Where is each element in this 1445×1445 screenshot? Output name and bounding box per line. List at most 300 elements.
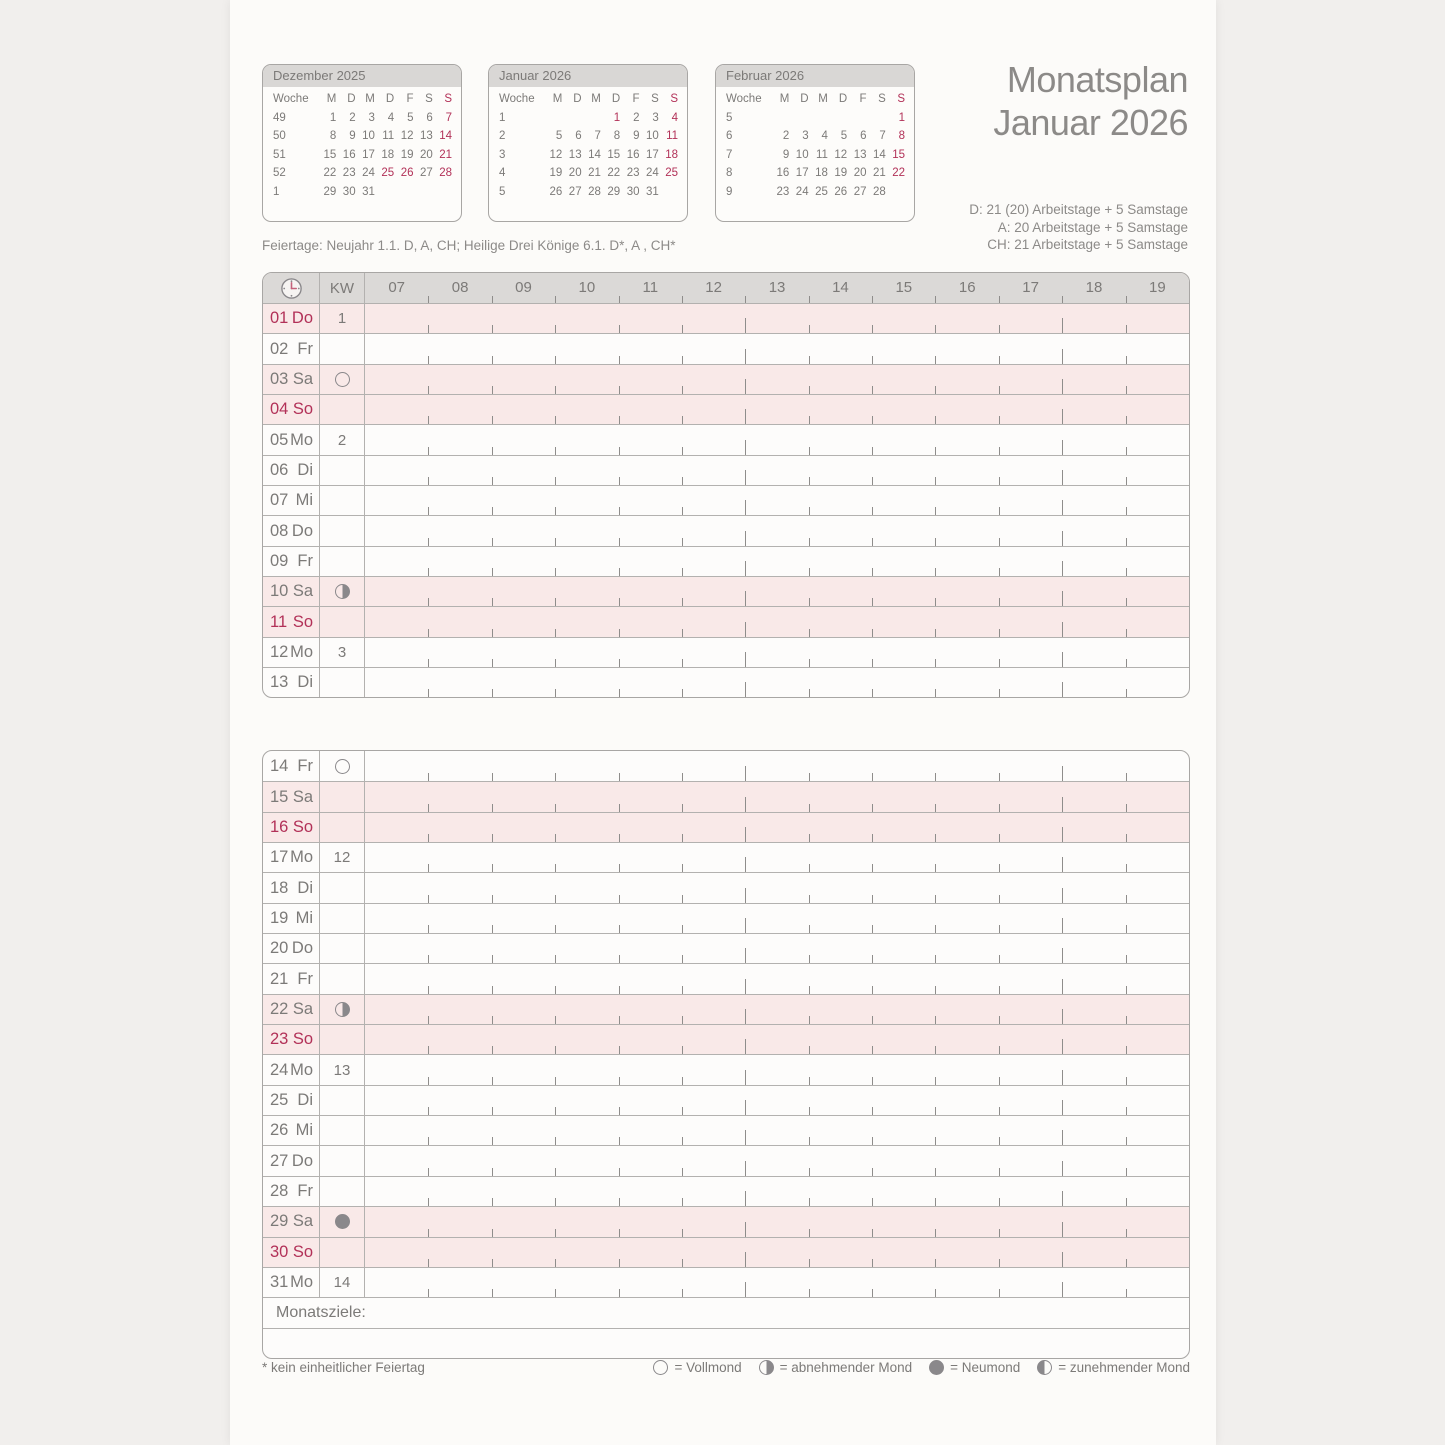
hour-tick <box>1062 797 1063 812</box>
hour-tick <box>428 447 429 455</box>
day-label <box>263 1146 320 1175</box>
hour-tick <box>809 1289 810 1297</box>
hour-tick <box>745 1252 746 1267</box>
mini-cal-day: 16 <box>626 148 640 161</box>
hour-tick <box>809 477 810 485</box>
hour-tick <box>619 477 620 485</box>
hour-tick <box>809 598 810 606</box>
day-label <box>263 547 320 576</box>
mini-cal-day: 23 <box>776 185 790 198</box>
day-row-01 <box>263 303 1189 333</box>
day-label <box>263 1086 320 1115</box>
hour-tick <box>935 925 936 933</box>
mini-cal-day <box>770 109 789 128</box>
mini-cal-col-header: S <box>897 93 906 105</box>
day-number: 13 <box>270 673 289 692</box>
time-grid-cell <box>365 1177 1189 1206</box>
day-row-25 <box>263 1085 1189 1115</box>
hour-tick <box>555 416 556 424</box>
time-grid-cell <box>365 1116 1189 1145</box>
hour-tick <box>1062 652 1063 667</box>
hour-tick <box>745 500 746 515</box>
day-number: 19 <box>270 908 289 927</box>
hour-tick <box>428 598 429 606</box>
hour-tick <box>1062 1191 1063 1206</box>
hour-tick <box>872 629 873 637</box>
day-row-08 <box>263 515 1189 545</box>
time-grid-cell <box>365 1268 1189 1297</box>
day-label <box>263 1268 320 1297</box>
footnote: * kein einheitlicher Feiertag <box>262 1360 425 1375</box>
mini-cal-day: 17 <box>362 148 375 161</box>
hour-tick <box>745 888 746 903</box>
mini-cal-week-number: 1 <box>273 185 280 198</box>
mini-cal-day <box>809 109 828 128</box>
hour-tick <box>935 629 936 637</box>
day-number: 01 <box>270 309 289 328</box>
hour-tick <box>935 1137 936 1145</box>
weekday-label: So <box>292 1242 313 1261</box>
day-label <box>263 1025 320 1054</box>
weekday-label: Mi <box>295 491 313 510</box>
day-row-14 <box>263 751 1189 781</box>
mini-calendar-grid <box>716 87 914 202</box>
kw-cell <box>320 1207 365 1236</box>
weekday-label: Di <box>297 878 313 897</box>
hour-tick <box>682 834 683 842</box>
hour-tick <box>682 1107 683 1115</box>
time-grid-cell <box>365 934 1189 963</box>
hour-tick <box>619 447 620 455</box>
hour-tick <box>428 1107 429 1115</box>
hour-tick <box>619 629 620 637</box>
hour-tick <box>428 356 429 364</box>
day-row-19 <box>263 903 1189 933</box>
hour-tick <box>682 689 683 697</box>
planner-page <box>230 0 1216 1445</box>
day-row-23 <box>263 1024 1189 1054</box>
mini-cal-day: 26 <box>549 185 563 198</box>
day-number: 31 <box>270 1273 289 1292</box>
hour-tick <box>935 659 936 667</box>
hour-tick <box>809 804 810 812</box>
hour-tick <box>999 895 1000 903</box>
hour-tick <box>999 804 1000 812</box>
mini-cal-col-header: F <box>406 93 414 105</box>
hour-tick <box>1062 1282 1063 1297</box>
moon-waxing-icon <box>1037 1360 1052 1375</box>
weekday-label: Mi <box>295 908 313 927</box>
legend-item-waning <box>759 1360 912 1375</box>
hour-tick <box>935 507 936 515</box>
hour-tick <box>935 1077 936 1085</box>
mini-cal-day: 1 <box>613 111 621 124</box>
kw-number: 2 <box>337 431 347 449</box>
mini-cal-day: 22 <box>607 167 621 180</box>
hour-tick <box>809 986 810 994</box>
mini-cal-day: 23 <box>626 167 640 180</box>
hour-tick <box>935 477 936 485</box>
weekday-label: Sa <box>292 787 313 806</box>
hour-label: 18 <box>1085 279 1103 296</box>
mini-cal-col-header: F <box>632 93 640 105</box>
mini-cal-week-number: 5 <box>499 185 506 198</box>
time-grid-cell <box>365 304 1189 333</box>
day-row-02 <box>263 333 1189 363</box>
time-grid-cell <box>365 1146 1189 1175</box>
day-number: 29 <box>270 1212 289 1231</box>
hour-tick <box>935 689 936 697</box>
day-number: 02 <box>270 339 289 358</box>
hour-tick <box>428 477 429 485</box>
hour-tick <box>999 1198 1000 1206</box>
kw-cell <box>320 486 365 515</box>
day-number: 10 <box>270 582 289 601</box>
legend-item-full <box>653 1360 741 1375</box>
mini-cal-day: 27 <box>419 167 433 180</box>
hour-tick <box>745 1282 746 1297</box>
day-row-05 <box>263 424 1189 454</box>
hour-tick <box>1126 1046 1127 1054</box>
mini-cal-day: 26 <box>400 167 414 180</box>
hour-tick <box>999 864 1000 872</box>
mini-cal-day: 24 <box>645 167 659 180</box>
mini-cal-col-header: F <box>859 93 867 105</box>
weekday-label: Mo <box>290 642 313 661</box>
day-label <box>263 577 320 606</box>
schedule-block-1 <box>262 272 1190 698</box>
mini-cal-day: 10 <box>645 130 659 143</box>
kw-cell <box>320 1177 365 1206</box>
day-row-12 <box>263 637 1189 667</box>
hour-tick <box>809 1198 810 1206</box>
day-number: 21 <box>270 969 289 988</box>
legend-item-waxing <box>1037 1360 1190 1375</box>
mini-cal-day: 12 <box>400 130 414 143</box>
day-label <box>263 456 320 485</box>
hour-tick <box>555 1198 556 1206</box>
hour-tick <box>682 1046 683 1054</box>
mini-cal-day <box>789 109 808 128</box>
hour-tick <box>872 773 873 781</box>
hour-tick <box>619 1046 620 1054</box>
legend-label: = Vollmond <box>674 1360 742 1375</box>
legend-label: = abnehmender Mond <box>779 1360 913 1375</box>
day-row-13 <box>263 667 1189 697</box>
day-label <box>263 782 320 811</box>
hour-tick <box>872 1259 873 1267</box>
hour-tick <box>492 1107 493 1115</box>
hour-tick <box>872 296 873 303</box>
kw-cell <box>320 813 365 842</box>
hour-tick <box>492 598 493 606</box>
hour-tick <box>682 864 683 872</box>
kw-cell <box>320 395 365 424</box>
hour-tick <box>872 1107 873 1115</box>
mini-cal-col-header: D <box>347 93 356 105</box>
day-number: 06 <box>270 460 289 479</box>
time-grid-cell <box>365 547 1189 576</box>
weekday-label: Mo <box>290 1273 313 1292</box>
mini-cal-day: 13 <box>853 148 867 161</box>
hour-tick <box>1062 1161 1063 1176</box>
hour-tick <box>935 804 936 812</box>
mini-cal-day: 16 <box>776 167 790 180</box>
time-grid-cell <box>365 486 1189 515</box>
kw-cell <box>320 304 365 333</box>
hour-tick <box>935 1168 936 1176</box>
hour-tick <box>492 1016 493 1024</box>
mini-cal-day: 6 <box>575 130 582 143</box>
hour-tick <box>428 1077 429 1085</box>
hour-tick <box>1126 1107 1127 1115</box>
hour-tick <box>809 773 810 781</box>
mini-cal-day: 18 <box>665 148 679 161</box>
day-number: 17 <box>270 848 289 867</box>
mini-cal-day: 19 <box>549 167 563 180</box>
hour-tick <box>555 1016 556 1024</box>
hour-tick <box>809 1259 810 1267</box>
hour-tick <box>745 440 746 455</box>
hour-tick <box>809 296 810 303</box>
hour-tick <box>809 1046 810 1054</box>
hour-tick <box>682 1289 683 1297</box>
mini-cal-day: 21 <box>872 167 886 180</box>
hour-tick <box>1126 925 1127 933</box>
day-number: 18 <box>270 878 289 897</box>
hour-tick <box>619 1016 620 1024</box>
clock-header-cell <box>263 273 320 303</box>
hour-tick <box>1062 1039 1063 1054</box>
mini-cal-day: 18 <box>381 148 395 161</box>
hour-tick <box>745 409 746 424</box>
hour-tick <box>555 1077 556 1085</box>
hour-tick <box>745 1222 746 1237</box>
mini-cal-col-header: M <box>591 93 601 105</box>
hour-tick <box>999 1016 1000 1024</box>
hour-tick <box>682 1259 683 1267</box>
mini-calendar-title: Dezember 2025 <box>263 65 461 87</box>
hour-tick <box>492 568 493 576</box>
weekday-label: Sa <box>292 1212 313 1231</box>
hour-tick <box>1062 561 1063 576</box>
hour-tick <box>745 827 746 842</box>
day-row-06 <box>263 455 1189 485</box>
weekday-label: Sa <box>292 582 313 601</box>
mini-cal-day: 8 <box>898 130 906 143</box>
hour-tick <box>555 1259 556 1267</box>
hour-tick <box>745 1039 746 1054</box>
mini-cal-day: 20 <box>568 167 582 180</box>
time-grid-cell <box>365 1207 1189 1236</box>
day-number: 07 <box>270 491 289 510</box>
hour-tick <box>682 416 683 424</box>
hour-tick <box>1126 986 1127 994</box>
day-row-30 <box>263 1237 1189 1267</box>
day-number: 14 <box>270 756 289 775</box>
hour-tick <box>555 986 556 994</box>
hour-tick <box>872 834 873 842</box>
hour-tick <box>682 629 683 637</box>
hour-tick <box>1126 296 1127 303</box>
hour-tick <box>492 356 493 364</box>
hour-tick <box>872 895 873 903</box>
hour-tick <box>619 864 620 872</box>
day-number: 15 <box>270 787 289 806</box>
day-number: 05 <box>270 430 289 449</box>
time-grid-cell <box>365 365 1189 394</box>
hour-tick <box>809 356 810 364</box>
hour-tick <box>619 296 620 303</box>
hour-tick <box>745 1191 746 1206</box>
hour-tick <box>555 296 556 303</box>
hour-tick <box>555 1168 556 1176</box>
hour-tick <box>428 955 429 963</box>
hour-tick <box>492 386 493 394</box>
kw-cell <box>320 365 365 394</box>
weekday-label: Do <box>291 939 313 958</box>
hour-tick <box>809 507 810 515</box>
hour-tick <box>1126 325 1127 333</box>
hour-tick <box>999 325 1000 333</box>
mini-cal-day: 29 <box>323 185 337 198</box>
day-row-28 <box>263 1176 1189 1206</box>
hour-tick <box>428 895 429 903</box>
mini-cal-day: 13 <box>568 148 582 161</box>
hour-tick <box>1062 979 1063 994</box>
hour-tick <box>999 925 1000 933</box>
hour-tick <box>492 477 493 485</box>
day-number: 25 <box>270 1090 289 1109</box>
weekday-label: So <box>292 1030 313 1049</box>
hour-tick <box>745 918 746 933</box>
hour-tick <box>809 538 810 546</box>
mini-cal-col-header: S <box>651 93 659 105</box>
mini-cal-day <box>562 109 581 128</box>
mini-cal-day: 19 <box>400 148 414 161</box>
mini-cal-day: 17 <box>645 148 659 161</box>
hour-tick <box>745 857 746 872</box>
hour-tick <box>428 659 429 667</box>
mini-cal-week-number: 9 <box>726 185 733 198</box>
hour-tick <box>872 507 873 515</box>
mini-cal-week-number: 7 <box>726 148 733 161</box>
hour-tick <box>619 895 620 903</box>
hour-tick <box>999 1229 1000 1237</box>
kw-cell <box>320 425 365 454</box>
hour-tick <box>682 925 683 933</box>
hour-tick <box>619 1259 620 1267</box>
day-label <box>263 607 320 636</box>
mini-cal-day: 3 <box>652 111 659 124</box>
hour-tick <box>1062 470 1063 485</box>
hour-tick <box>492 507 493 515</box>
hour-tick <box>1062 918 1063 933</box>
hour-tick <box>935 1107 936 1115</box>
weekday-label: Sa <box>292 999 313 1018</box>
mini-cal-day: 7 <box>594 130 601 143</box>
hour-tick <box>428 1168 429 1176</box>
hour-tick <box>555 538 556 546</box>
hour-tick <box>809 1107 810 1115</box>
hour-tick <box>1062 318 1063 333</box>
hour-tick <box>872 1168 873 1176</box>
day-label <box>263 668 320 697</box>
weekday-label: Sa <box>292 369 313 388</box>
hour-tick <box>1126 477 1127 485</box>
hour-tick <box>1062 1252 1063 1267</box>
hour-tick <box>935 538 936 546</box>
hour-tick <box>1126 895 1127 903</box>
hour-tick <box>745 622 746 637</box>
hour-tick <box>1062 622 1063 637</box>
weekday-label: Di <box>297 460 313 479</box>
kw-cell <box>320 843 365 872</box>
day-row-11 <box>263 606 1189 636</box>
mini-cal-day <box>413 183 432 202</box>
hour-tick <box>492 1168 493 1176</box>
day-label <box>263 934 320 963</box>
day-number: 04 <box>270 400 289 419</box>
mini-cal-day: 13 <box>419 130 433 143</box>
time-grid-cell <box>365 1025 1189 1054</box>
mini-cal-col-header: Woche <box>726 93 762 105</box>
hour-tick <box>555 1107 556 1115</box>
mini-cal-col-header: Woche <box>273 93 309 105</box>
hour-label: 16 <box>958 279 976 296</box>
hour-tick <box>428 834 429 842</box>
mini-cal-day: 14 <box>872 148 886 161</box>
hour-tick <box>872 325 873 333</box>
legend-label: = zunehmender Mond <box>1058 1360 1190 1375</box>
hour-tick <box>1062 827 1063 842</box>
hour-tick <box>935 895 936 903</box>
day-label <box>263 638 320 667</box>
hour-tick <box>872 1198 873 1206</box>
hour-tick <box>619 386 620 394</box>
hour-label: 07 <box>388 279 406 296</box>
hour-tick <box>619 986 620 994</box>
holidays-line: Feiertage: Neujahr 1.1. D, A, CH; Heilige Drei Könige 6.1. D*, A , CH* <box>262 238 676 253</box>
hour-tick <box>619 568 620 576</box>
kw-cell <box>320 995 365 1024</box>
moon-waning-icon <box>335 584 350 599</box>
hour-tick <box>999 773 1000 781</box>
hour-tick <box>619 1077 620 1085</box>
workdays-line-ch: CH: 21 Arbeitstage + 5 Samstage <box>987 237 1188 253</box>
hour-tick <box>935 1229 936 1237</box>
hour-tick <box>492 1046 493 1054</box>
kw-cell <box>320 668 365 697</box>
hour-tick <box>745 349 746 364</box>
hour-tick <box>492 1077 493 1085</box>
mini-cal-day <box>394 183 413 202</box>
mini-cal-day: 1 <box>329 111 337 124</box>
weekday-label: Mi <box>295 1121 313 1140</box>
hour-tick <box>999 538 1000 546</box>
hour-tick <box>555 598 556 606</box>
hour-tick <box>619 659 620 667</box>
hour-tick <box>555 955 556 963</box>
hour-tick <box>555 1137 556 1145</box>
hour-tick <box>428 1046 429 1054</box>
hour-tick <box>999 629 1000 637</box>
hour-tick <box>492 1259 493 1267</box>
weekday-label: Do <box>291 1151 313 1170</box>
hour-label: 13 <box>768 279 786 296</box>
mini-cal-day <box>828 109 847 128</box>
kw-header-cell: KW <box>320 273 365 303</box>
